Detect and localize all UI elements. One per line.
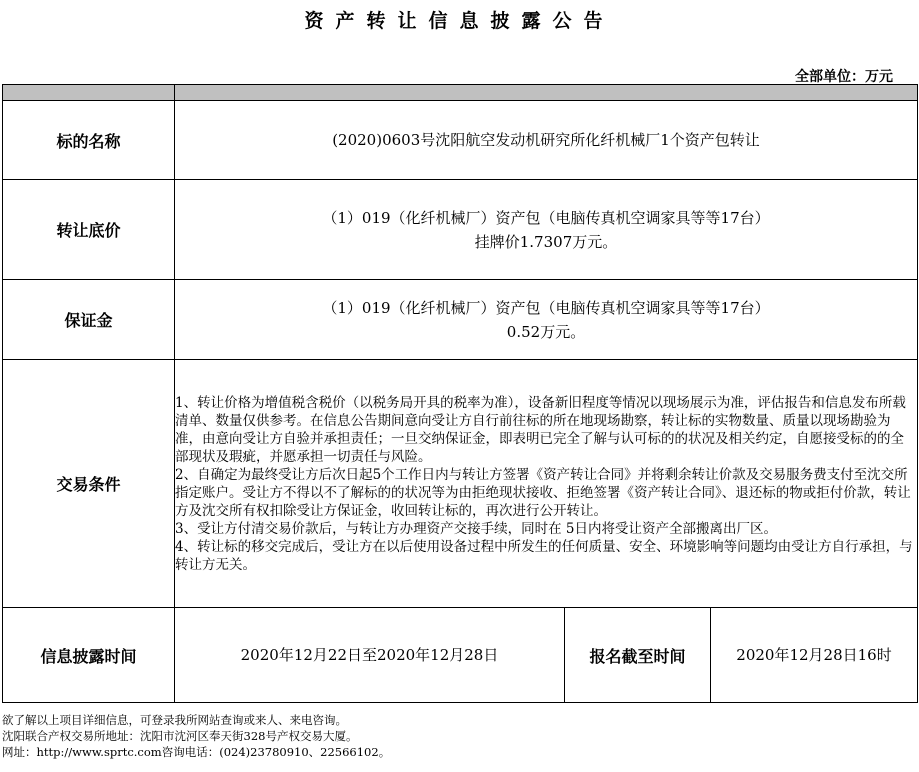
deposit-line-1: （1）019（化纤机械厂）资产包（电脑传真机空调家具等等17台） [322,298,770,317]
condition-item-1: 1、转让价格为增值税含税价（以税务局开具的税率为准），设备新旧程度等情况以现场展示为准，评估报告和信息发布所载清单、数量仅供参考。在信息公告期间意向受让方自行前往标的所在地现场勘察，转让标的实物数量、质量以现场勘验为准，由意向受让方自验并承担责任；一旦交纳保证金，即表明已完全了解与认可标的的状况及相关约定，自愿接受标的的全部现状及瑕疵，并愿承担一切责任与风险。 [175,394,906,465]
unit-note: 全部单位：万元 [795,69,893,85]
label-deadline: 报名截至时间 [565,608,711,703]
value-conditions [175,360,918,608]
website-link[interactable]: 网址：http://www.sprtc.com [2,745,162,759]
label-deposit: 保证金 [3,280,175,360]
footer-line-2: 沈阳联合产权交易所地址：沈阳市沈河区奉天街328号产权交易大厦。 [2,729,358,743]
value-price [175,180,918,280]
condition-item-4: 4、转让标的移交完成后，受让方在以后使用设备过程中所发生的任何质量、安全、环境影响等问题均由受让方自行承担，与转让方无关。 [175,538,913,573]
row-disclosure [3,608,918,703]
footer-line-3 [2,744,390,760]
value-deposit [175,280,918,360]
condition-item-3: 3、受让方付清交易价款后，与转让方办理资产交接手续，同时在 5日内将受让资产全部搬离出厂区。 [175,520,777,537]
row-price [3,180,918,280]
deposit-line-2: 0.52万元。 [506,322,586,341]
info-table [2,84,918,703]
value-name: (2020)0603号沈阳航空发动机研究所化纤机械厂1个资产包转让 [175,101,918,180]
label-disclosure: 信息披露时间 [3,608,175,703]
phone-text: 咨询电话：(024)23780910、22566102。 [161,745,391,759]
price-line-2: 挂牌价1.7307万元。 [474,232,618,251]
footer [2,712,390,760]
header-cell-left [3,85,175,101]
value-disclosure: 2020年12月22日至2020年12月28日 [175,608,565,703]
condition-item-2: 2、自确定为最终受让方后次日起5个工作日内与转让方签署《资产转让合同》并将剩余转让价款及交易服务费支付至沈交所指定账户。受让方不得以不了解标的的状况等为由拒绝现状接收、拒绝签署《资产转让合同》、退还标的物或拒付价款，转让方及沈交所有权扣除受让方保证金，收回转让标的，再次进行公开转让。 [175,466,911,519]
value-deadline: 2020年12月28日16时 [711,608,918,703]
label-conditions: 交易条件 [3,360,175,608]
label-name: 标的名称 [3,101,175,180]
page-title: 资产转让信息披露公告 [304,10,615,32]
footer-line-1: 欲了解以上项目详细信息，可登录我所网站查询或来人、来电咨询。 [2,713,347,727]
label-price: 转让底价 [3,180,175,280]
header-cell-right [175,85,918,101]
row-conditions [3,360,918,608]
price-line-1: （1）019（化纤机械厂）资产包（电脑传真机空调家具等等17台） [322,208,770,227]
row-deposit [3,280,918,360]
row-name [3,101,918,180]
header-row [3,85,918,101]
